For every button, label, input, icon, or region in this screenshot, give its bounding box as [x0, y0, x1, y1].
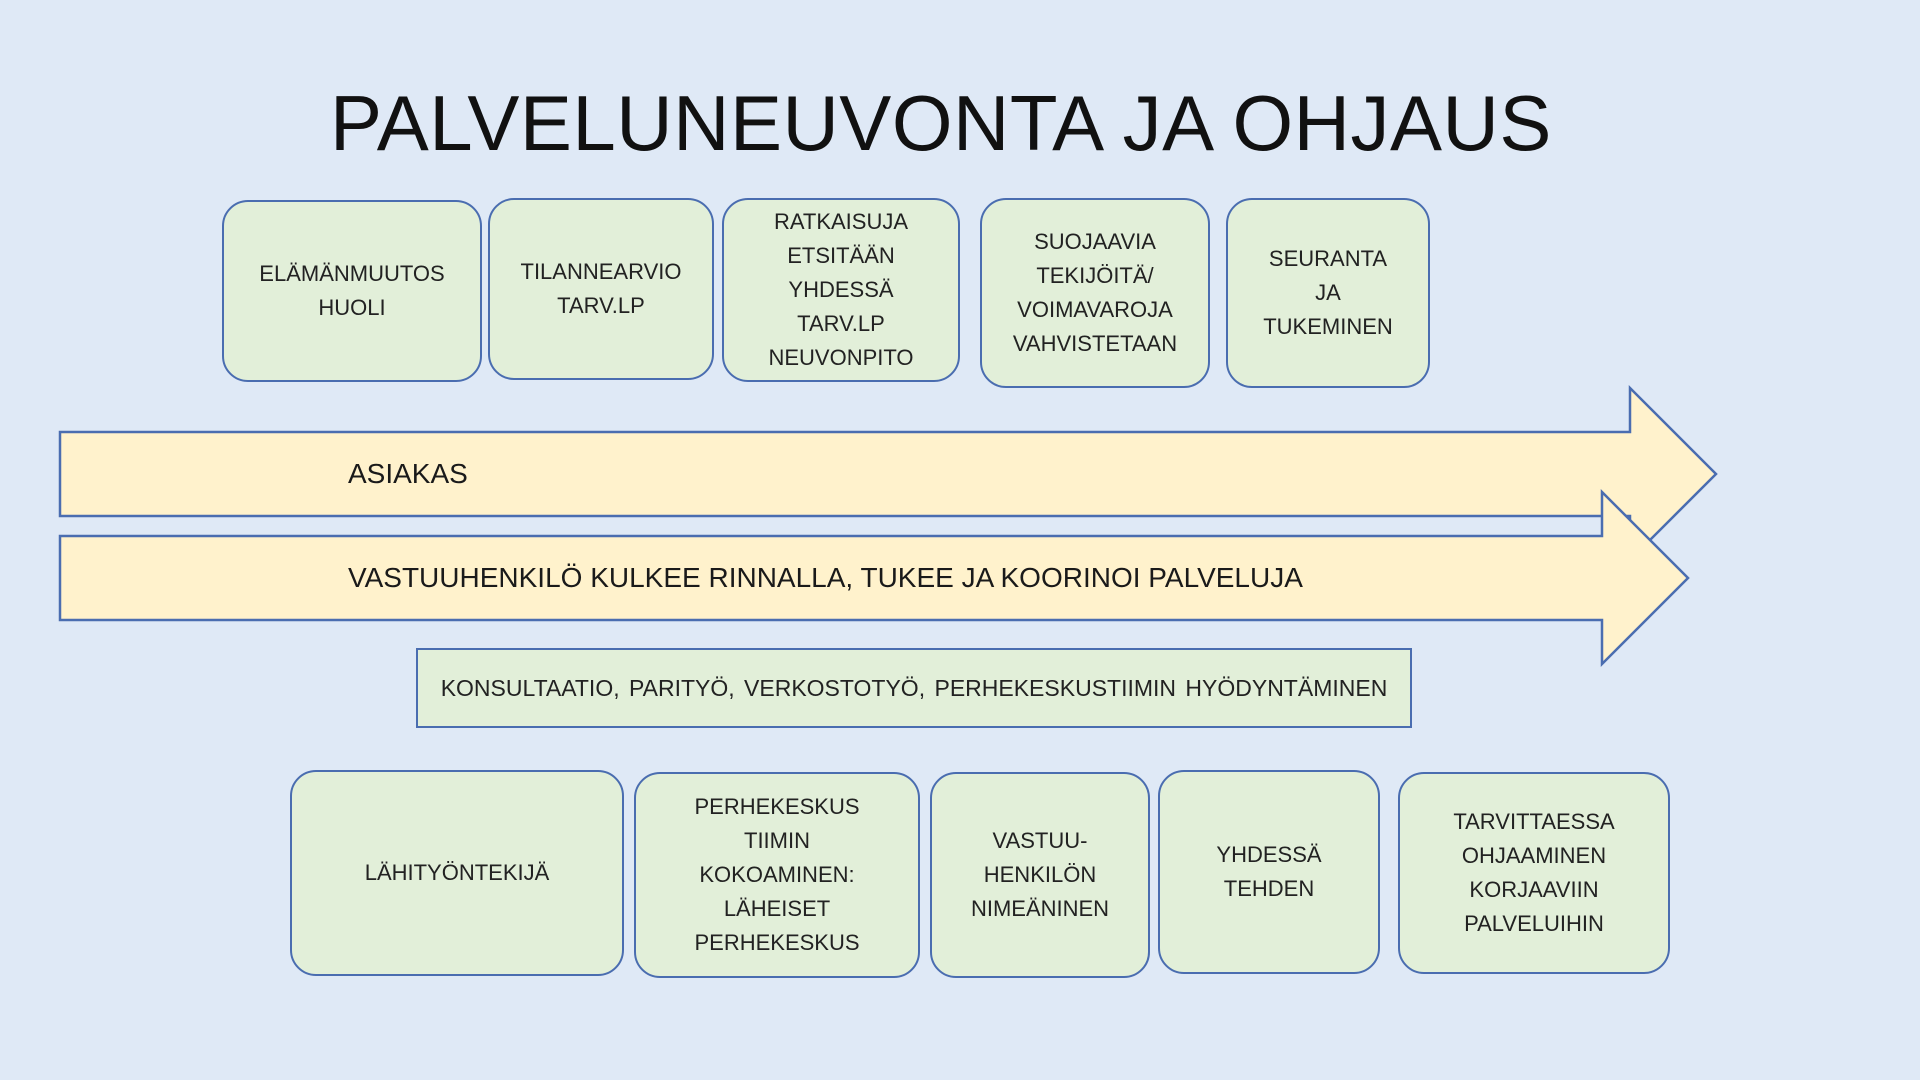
consultation-box: [416, 648, 1412, 728]
bottom-step-box-4: [1158, 770, 1380, 974]
top-step-label-1: ELÄMÄNMUUTOS HUOLI: [259, 261, 445, 320]
top-step-label-4: SUOJAAVIA TEKIJÖITÄ/ VOIMAVAROJA VAHVISTETAAN: [1012, 229, 1178, 356]
bottom-step-box-3: [930, 772, 1150, 978]
bottom-step-label-4: YHDESSÄ TEHDEN: [1216, 842, 1322, 901]
responsible-arrow-label: VASTUUHENKILÖ KULKEE RINNALLA, TUKEE JA KOORINOI PALVELUJA: [348, 562, 1303, 593]
consultation-label: KONSULTAATIO, PARITYÖ, VERKOSTOTYÖ, PERHEKESKUSTIIMIN HYÖDYNTÄMINEN: [440, 674, 1388, 701]
top-step-label-3: RATKAISUJA ETSITÄÄN YHDESSÄ TARV.LP NEUVONPITO: [768, 209, 914, 370]
top-step-label-5: SEURANTA JA TUKEMINEN: [1263, 246, 1393, 339]
bottom-step-label-3: VASTUU- HENKILÖN NIMEÄNINEN: [970, 828, 1110, 921]
top-step-label-2: TILANNEARVIO TARV.LP: [520, 259, 682, 318]
bottom-step-box-1: [290, 770, 624, 976]
client-arrow-label: ASIAKAS: [348, 458, 468, 489]
page-title: PALVELUNEUVONTA JA OHJAUS: [330, 79, 1552, 167]
bottom-step-label-2: PERHEKESKUS TIIMIN KOKOAMINEN: LÄHEISET PERHEKESKUS: [694, 794, 860, 955]
bottom-step-box-2: [634, 772, 920, 978]
bottom-step-box-5: [1398, 772, 1670, 974]
client-arrow: [60, 388, 1716, 560]
bottom-step-label-5: TARVITTAESSA OHJAAMINEN KORJAAVIIN PALVELUIHIN: [1453, 809, 1615, 936]
bottom-step-label-1: LÄHITYÖNTEKIJÄ: [364, 860, 550, 885]
